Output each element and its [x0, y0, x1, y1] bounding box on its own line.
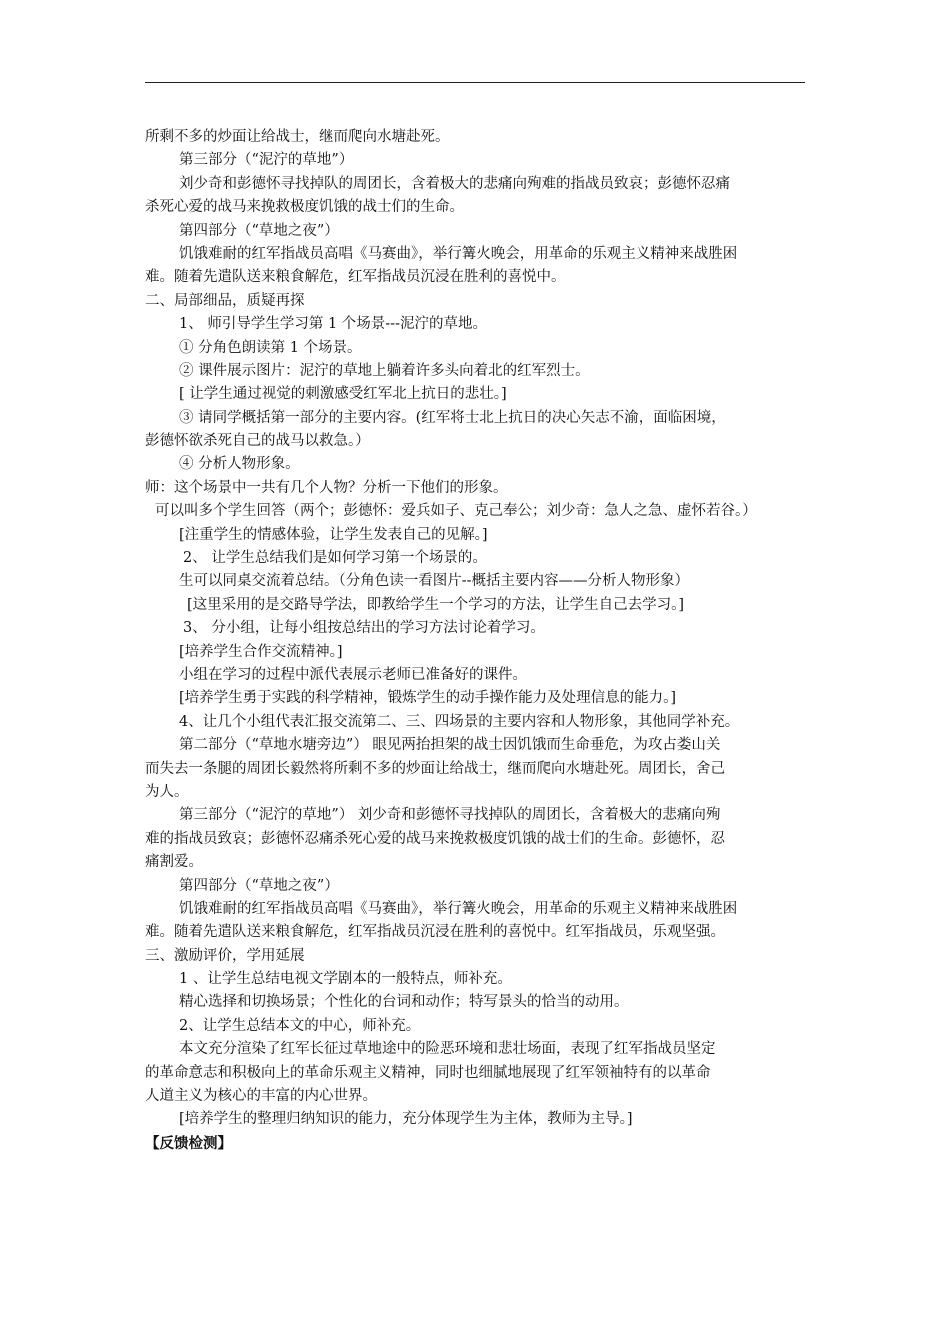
paragraph-line: 第二部分（“草地水塘旁边”） 眼见两抬担架的战士因饥饿而生命垂危，为攻占娄山关: [179, 737, 721, 754]
header-rule: [145, 82, 805, 83]
list-item: ③ 请同学概括第一部分的主要内容。(红军将士北上抗日的决心矢志不渝，面临困境，: [179, 409, 726, 426]
section-heading: 第四部分（“草地之夜”）: [179, 877, 339, 894]
paragraph-line: 饥饿难耐的红军指战员高唱《马赛曲》，举行篝火晚会，用革命的乐观主义精神来战胜困: [179, 900, 738, 917]
teaching-note: [ 让学生通过视觉的刺激感受红军北上抗日的悲壮。]: [179, 386, 507, 403]
paragraph-line: 所剩不多的炒面让给战士，继而爬向水塘赴死。: [145, 129, 450, 145]
paragraph-line: 难。随着先遣队送来粮食解危，红军指战员沉浸在胜利的喜悦中。: [145, 269, 566, 286]
paragraph-line: 小组在学习的过程中派代表展示老师已准备好的课件。: [179, 666, 527, 683]
paragraph-line: 彭德怀欲杀死自己的战马以救急。）: [145, 433, 370, 450]
paragraph-line: 难。随着先遣队送来粮食解危，红军指战员沉浸在胜利的喜悦中。红军指战员，乐观坚强。: [145, 924, 725, 941]
list-item: 3、 分小组，让每小组按总结出的学习方法讨论着学习。: [183, 620, 545, 637]
teaching-note: [注重学生的情感体验，让学生发表自己的见解。]: [179, 526, 488, 543]
list-item: 1 、让学生总结电视文学剧本的一般特点，师补充。: [179, 971, 512, 988]
teaching-note: [培养学生合作交流精神。]: [179, 643, 343, 660]
paragraph-line: 精心选择和切换场景；个性化的台词和动作；特写景头的恰当的动用。: [179, 994, 629, 1011]
section-heading: 第四部分（“草地之夜”）: [179, 222, 339, 239]
document-body: [145, 126, 807, 1155]
paragraph-line: 人道主义为核心的丰富的内心世界。: [145, 1088, 377, 1105]
list-item: ① 分角色朗读第 1 个场景。: [179, 339, 362, 356]
section-heading: 第三部分（“泥泞的草地”）: [179, 152, 354, 169]
paragraph-line: 本文充分渲染了红军长征过草地途中的险恶环境和悲壮场面，表现了红军指战员坚定: [179, 1041, 716, 1058]
paragraph-line: 饥饿难耐的红军指战员高唱《马赛曲》，举行篝火晚会，用革命的乐观主义精神来战胜困: [179, 245, 738, 262]
paragraph-line: 而失去一条腿的周团长毅然将所剩不多的炒面让给战士，继而爬向水塘赴死。周团长，舍己: [145, 760, 725, 777]
paragraph-line: 难的指战员致哀；彭德怀忍痛杀死心爱的战马来挽救极度饥饿的战士们的生命。彭德怀，忍: [145, 830, 725, 847]
list-item: 2、让学生总结本文的中心，师补充。: [179, 1017, 421, 1034]
paragraph-line: 师：这个场景中一共有几个人物？分析一下他们的形象。: [145, 479, 508, 496]
paragraph-line: 可以叫多个学生回答（两个；彭德怀：爱兵如子、克己奉公；刘少奇：急人之急、虚怀若谷。）: [155, 503, 757, 520]
paragraph-line: 刘少奇和彭德怀寻找掉队的周团长，含着极大的悲痛向殉难的指战员致哀；彭德怀忍痛: [179, 175, 730, 192]
paragraph-line: 痛割爱。: [145, 854, 203, 871]
list-item: ④ 分析人物形象。: [179, 456, 300, 473]
paragraph-line: 为人。: [145, 783, 189, 800]
paragraph-line: 杀死心爱的战马来挽救极度饥饿的战士们的生命。: [145, 199, 464, 216]
feedback-heading: 【反馈检测】: [145, 1134, 232, 1152]
paragraph-line: 的革命意志和积极向上的革命乐观主义精神，同时也细腻地展现了红军领袖特有的以革命: [145, 1064, 711, 1081]
section-title: 三、激励评价，学用延展: [145, 947, 305, 964]
teaching-note: [培养学生的整理归纳知识的能力，充分体现学生为主体，教师为主导。]: [179, 1111, 633, 1128]
teaching-note: [培养学生勇于实践的科学精神，锻炼学生的动手操作能力及处理信息的能力。]: [179, 690, 677, 707]
list-item: ② 课件展示图片：泥泞的草地上躺着许多头向着北的红军烈士。: [179, 362, 590, 379]
list-item: 4、让几个小组代表汇报交流第二、三、四场景的主要内容和人物形象，其他同学补充。: [179, 713, 740, 730]
paragraph-line: 生可以同桌交流着总结。（分角色读一看图片--概括主要内容——分析人物形象）: [179, 573, 690, 590]
paragraph-line: 第三部分（“泥泞的草地”） 刘少奇和彭德怀寻找掉队的周团长，含着极大的悲痛向殉: [179, 807, 721, 824]
section-title: 二、局部细品，质疑再探: [145, 292, 305, 309]
teaching-note: [这里采用的是交路导学法，即教给学生一个学习的方法，让学生自己去学习。]: [187, 596, 685, 613]
list-item: 1、 师引导学生学习第 1 个场景---泥泞的草地。: [179, 316, 487, 333]
list-item: 2、 让学生总结我们是如何学习第一个场景的。: [183, 550, 487, 567]
